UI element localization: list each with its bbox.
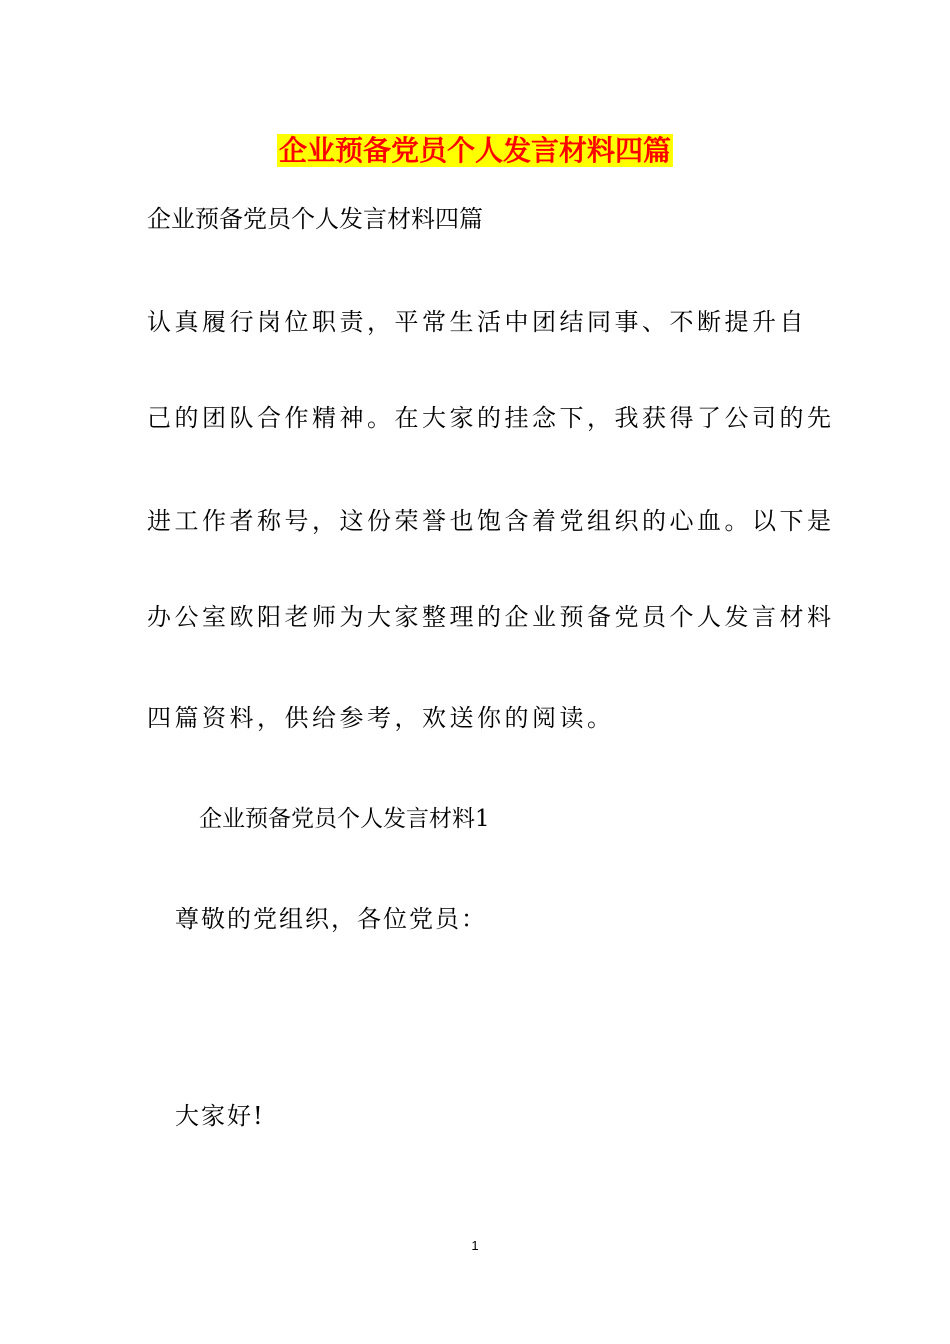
document-title-text: 企业预备党员个人发言材料四篇 [278, 134, 671, 167]
greeting: 大家好! [175, 1102, 265, 1130]
section-heading: 企业预备党员个人发言材料1 [199, 806, 490, 832]
document-title [0, 133, 950, 169]
intro-line-1: 认真履行岗位职责，平常生活中团结同事、不断提升自 [147, 308, 807, 336]
intro-line-4: 办公室欧阳老师为大家整理的企业预备党员个人发言材料 [147, 603, 835, 631]
document-subtitle: 企业预备党员个人发言材料四篇 [147, 205, 483, 233]
intro-line-2: 己的团队合作精神。在大家的挂念下，我获得了公司的先 [147, 404, 835, 432]
intro-line-3: 进工作者称号，这份荣誉也饱含着党组织的心血。以下是 [147, 507, 835, 535]
intro-line-5: 四篇资料，供给参考，欢送你的阅读。 [147, 704, 615, 732]
salutation: 尊敬的党组织，各位党员： [175, 905, 487, 933]
page-number: 1 [471, 1238, 479, 1253]
